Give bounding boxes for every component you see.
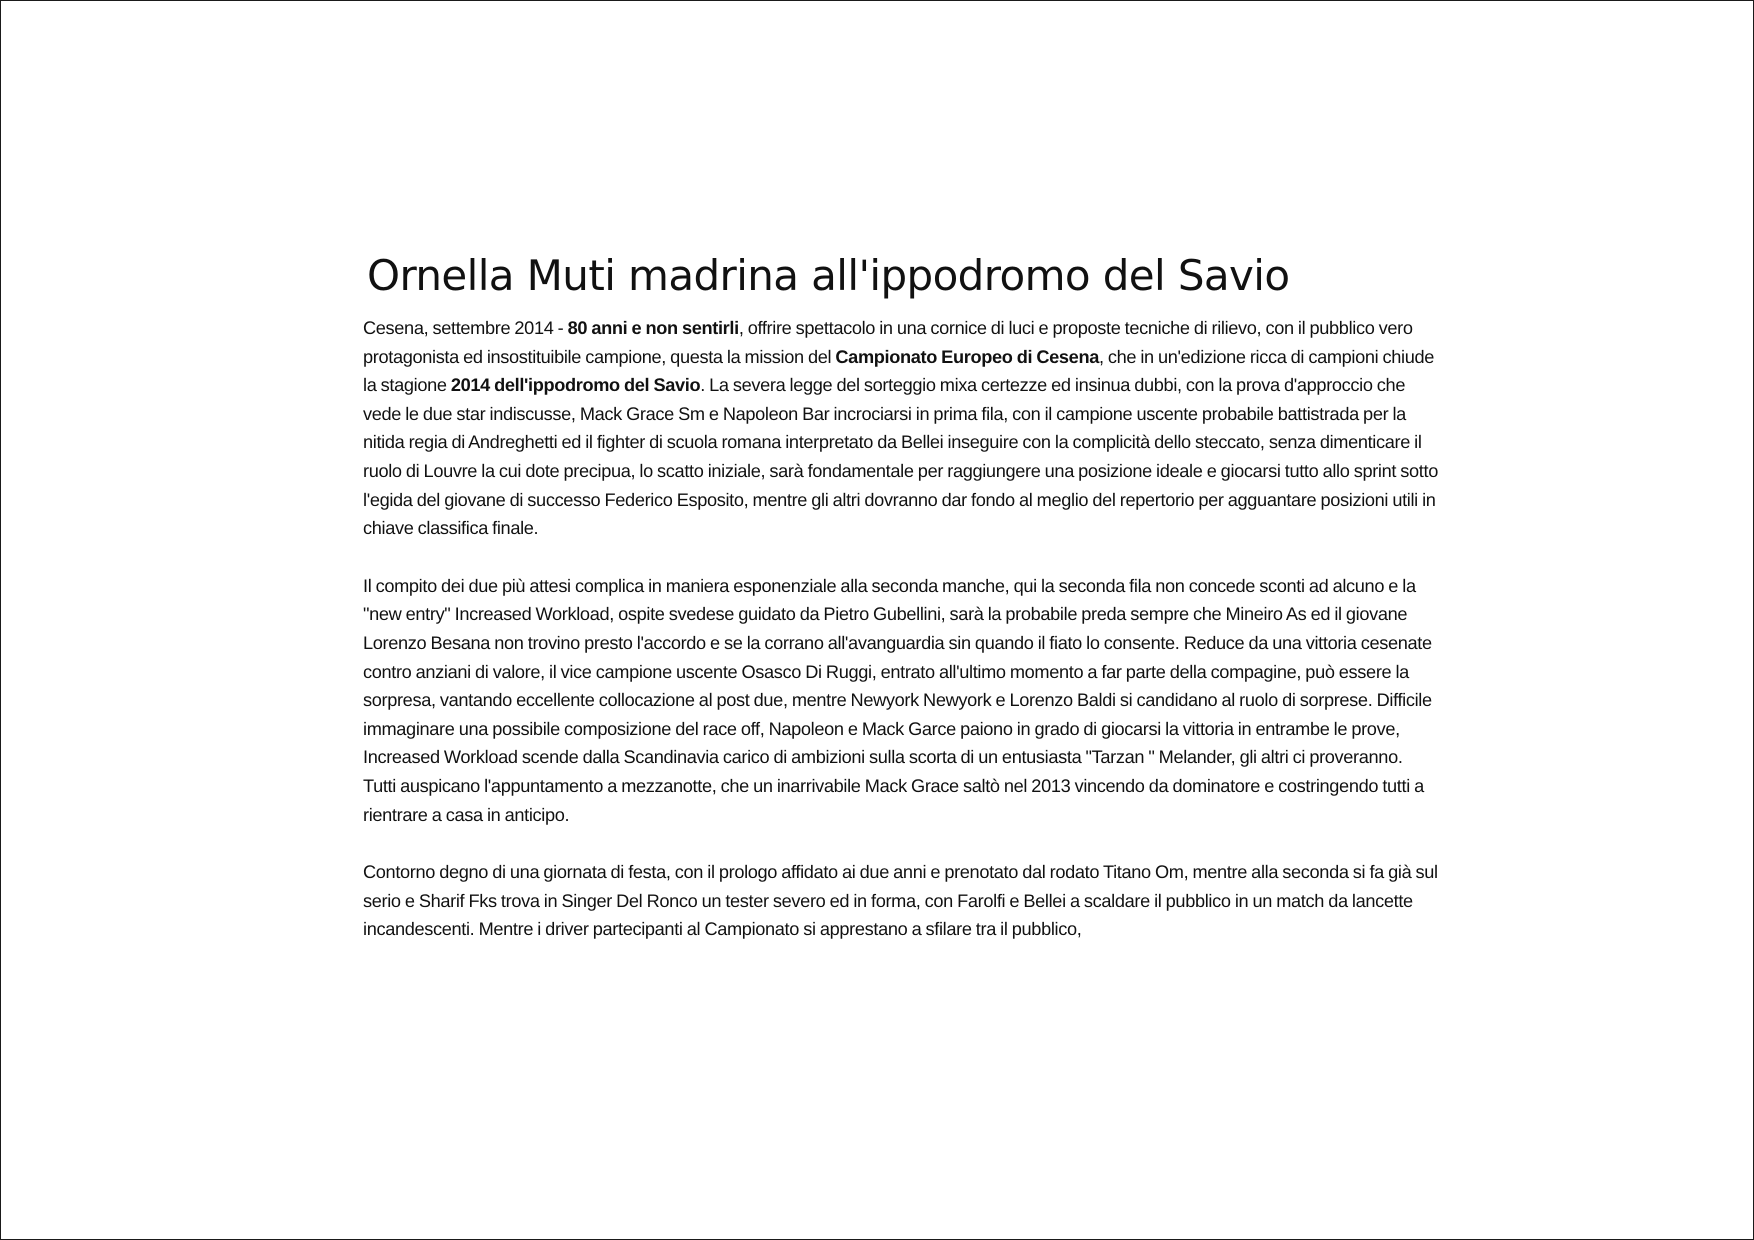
article-paragraph-1: [363, 314, 1438, 543]
bold-phrase: Campionato Europeo di Cesena: [835, 346, 1099, 367]
paragraph-text: . La severa legge del sorteggio mixa certezze ed insinua dubbi, con la prova d'approccio che vede le due star indiscusse, Mack Grace Sm e Napoleon Bar incrociarsi in prima fila, con il campione uscente probabile battistrada per la nitida regia di Andreghetti ed il fighter di scuola romana interpretato da Bellei inseguire con la complicità dello steccato, senza dimenticare il ruolo di Louvre la cui dote precipua, lo scatto iniziale, sarà fondamentale per raggiungere una posizione ideale e giocarsi tutto allo sprint sotto l'egida del giovane di successo Federico Esposito, mentre gli altri dovranno dar fondo al meglio del repertorio per agguantare posizioni utili in chiave classifica finale.: [363, 375, 1438, 539]
article-title: Ornella Muti madrina all'ippodromo del Savio: [367, 251, 1290, 300]
paragraph-text: Il compito dei due più attesi complica in maniera esponenziale alla seconda manche, qui la seconda fila non concede sconti ad alcuno e la "new entry" Increased Workload, ospite svedese guidato da Pietro Gubellini, sarà la probabile preda sempre che Mineiro As ed il giovane Lorenzo Besana non trovino presto l'accordo e se la corrano all'avanguardia sin quando il fiato lo consente. Reduce da una vittoria cesenate contro anziani di valore, il vice campione uscente Osasco Di Ruggi, entrato all'ultimo momento a far parte della compagine, può essere la sorpresa, vantando eccellente collocazione al post due, mentre Newyork Newyork e Lorenzo Baldi si candidano al ruolo di sorprese. Difficile immaginare una possibile composizione del race off, Napoleon e Mack Garce paiono in grado di giocarsi la vittoria in entrambe le prove, Increased Workload scende dalla Scandinavia carico di ambizioni sulla scorta di un entusiasta "Tarzan " Melander, gli altri ci proveranno. Tutti auspicano l'appuntamento a mezzanotte, che un inarrivabile Mack Grace saltò nel 2013 vincendo da dominatore e costringendo tutti a rientrare a casa in anticipo.: [363, 575, 1432, 825]
bold-phrase: 2014 dell'ippodromo del Savio: [450, 375, 701, 396]
paragraph-text: Contorno degno di una giornata di festa, con il prologo affidato ai due anni e prenotato dal rodato Titano Om, mentre alla seconda si fa già sul serio e Sharif Fks trova in Singer Del Ronco un tester severo ed in forma, con Farolfi e Bellei a scaldare il pubblico in un match da lancette incandescenti. Mentre i driver partecipanti al Campionato si apprestano a sfilare tra il pubblico,: [363, 862, 1438, 940]
article-paragraph-2: [363, 572, 1438, 829]
paragraph-text: , offrire spettacolo in una cornice di luci e proposte tecniche di rilievo, con il pubblico vero protagonista ed insostituibile campione, questa la mission del: [363, 318, 1413, 367]
article-paragraph-3: [363, 858, 1438, 944]
paragraph-text: Cesena, settembre 2014 -: [363, 318, 568, 338]
paragraph-text: , che in un'edizione ricca di campioni chiude la stagione: [363, 346, 1435, 396]
bold-phrase: 80 anni e non sentirli: [567, 318, 739, 338]
article: [363, 248, 1438, 944]
